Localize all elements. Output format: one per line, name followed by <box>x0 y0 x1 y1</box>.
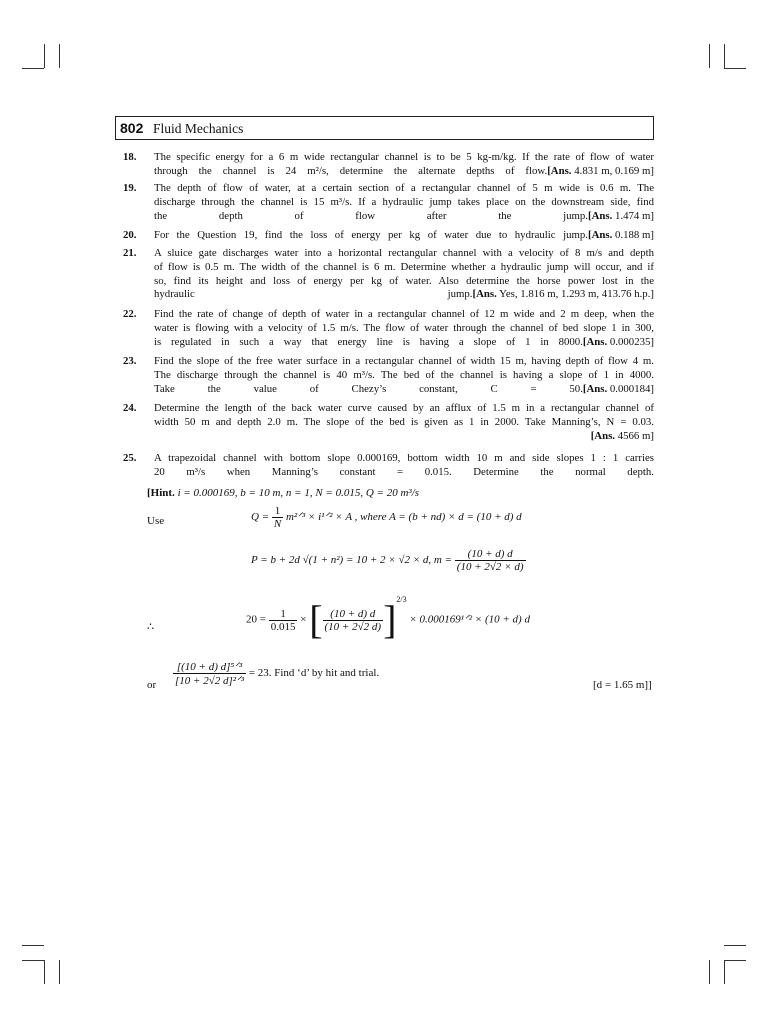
eq-rest: m²ᐟ³ × i¹ᐟ² × A , where A = (b + nd) × d = (10 + d) d <box>285 511 522 524</box>
answer-value: 0.000184] <box>609 382 654 395</box>
crop-mark-tr-v2 <box>724 44 725 68</box>
crop-mark-br-v1 <box>709 960 710 984</box>
therefore-symbol: ∴ <box>147 621 154 633</box>
question-line: The depth of flow of water, at a certain section of a rectangular channel of 5 m wide is 0.6 m. The <box>154 182 654 194</box>
answer-value: 4566 m] <box>617 429 654 442</box>
crop-mark-tr-h <box>724 68 746 69</box>
answer-value: 1.474 m] <box>615 209 654 222</box>
result-value: [d = 1.65 m]] <box>593 679 652 691</box>
or-label: or <box>147 679 157 691</box>
eq-num: [(10 + d) d]⁵ᐟ³ <box>173 660 246 674</box>
question-line: A sluice gate discharges water into a horizontal rectangular channel with a velocity of 8 m/s and depth <box>154 247 654 259</box>
eq-den: 0.015 <box>270 620 296 633</box>
equation-solve: 20 = $\frac{1}{0.015}$ × [ $\frac{(10 + d) d}{(10 + 2√2 d)}$ ]$^{2/3}$ × 0.000169¹ᐟ² × (10 + d) d <box>246 595 530 642</box>
crop-mark-tl-v2 <box>59 44 60 68</box>
equation-trial <box>173 660 379 687</box>
question-line: width 50 m and depth 2.0 m. The slope of the bed is given as 1 in 2000. Take Manning’s, N = 0.03. <box>154 415 654 428</box>
question-line: discharge through the channel is 15 m³/s. If a hydraulic jump takes place on the downstream side, find <box>154 195 654 208</box>
equation-discharge <box>251 505 522 530</box>
crop-mark-br-h1 <box>724 945 746 946</box>
question-line: hydraulic jump. <box>154 288 473 301</box>
question-line: The discharge through the channel is 40 m³/s. The bed of the channel is having a slope of 1 in 4000. <box>154 368 654 381</box>
answer-label: [Ans. <box>582 382 608 395</box>
answer-value: Yes, 1.816 m, 1.293 m, 413.76 h.p.] <box>499 288 654 301</box>
answer <box>588 229 654 243</box>
answer <box>583 336 654 350</box>
answer <box>588 210 654 224</box>
question-line: Find the rate of change of depth of water in a rectangular channel of 12 m wide and 2 m deep, when the <box>154 308 654 320</box>
question-number: 19. <box>123 182 137 194</box>
crop-mark-tl-v1 <box>44 44 45 68</box>
question-18 <box>123 151 654 179</box>
eq-den: (10 + 2√2 × d) <box>456 561 524 573</box>
question-22 <box>123 308 654 349</box>
crop-mark-tl-h <box>22 68 44 69</box>
crop-mark-bl-h1 <box>22 945 44 946</box>
eq-num: 1 <box>269 608 298 621</box>
answer-label: [Ans. <box>587 229 613 241</box>
question-line: the depth of flow after the jump. <box>154 209 588 222</box>
eq-num: 1 <box>272 505 283 518</box>
eq-rest: = 23. Find ‘d’ by hit and trial. <box>248 667 380 680</box>
page-number: 802 <box>120 120 144 136</box>
crop-mark-bl-v1 <box>44 960 45 984</box>
use-label: Use <box>147 515 165 527</box>
answer <box>547 165 654 179</box>
question-number: 20. <box>123 229 137 241</box>
question-24 <box>123 402 654 443</box>
question-19 <box>123 182 654 223</box>
eq-den: N <box>273 518 282 530</box>
question-line: is regulated in such a way that energy line is having a slope of 1 in 8000. <box>154 335 583 348</box>
question-line: 20 m³/s when Manning’s constant = 0.015. Determine the normal depth. <box>154 465 654 478</box>
eq-exponent: 2/3 <box>396 595 407 604</box>
page-header <box>115 116 654 140</box>
crop-mark-bl-h2 <box>22 960 44 961</box>
answer-label: [Ans. <box>547 164 572 177</box>
eq-rest: × 0.000169¹ᐟ² × (10 + d) d <box>409 613 530 626</box>
question-number: 24. <box>123 402 137 414</box>
question-number: 23. <box>123 355 137 367</box>
hint-label: [Hint. <box>147 487 175 499</box>
answer-label: [Ans. <box>590 429 615 442</box>
question-25 <box>123 452 654 480</box>
crop-mark-tr-v1 <box>709 44 710 68</box>
answer-label: [Ans. <box>472 288 497 301</box>
eq-left: P = b + 2d √(1 + n²) = 10 + 2 × √2 × d, m = <box>251 554 453 567</box>
crop-mark-bl-v2 <box>59 960 60 984</box>
answer-value: 0.000235] <box>609 335 654 348</box>
answer <box>583 383 654 397</box>
crop-mark-br-h2 <box>724 960 746 961</box>
question-line: Take the value of Chezy’s constant, C = 50. <box>154 382 583 395</box>
answer-value: 0.188 m] <box>615 229 654 241</box>
question-line: Determine the length of the back water curve caused by an afflux of 1.5 m in a rectangular channel of <box>154 402 654 414</box>
question-line: through the channel is 24 m²/s, determine the alternate depths of flow. <box>154 164 548 177</box>
answer-label: [Ans. <box>582 335 608 348</box>
question-number: 21. <box>123 247 137 259</box>
book-title: Fluid Mechanics <box>153 121 244 136</box>
question-20 <box>123 229 654 243</box>
eq-num: (10 + d) d <box>455 548 526 561</box>
equation-perimeter <box>251 548 526 573</box>
question-line: Find the slope of the free water surface in a rectangular channel of width 15 m, having depth of flow 4 m. <box>154 355 654 367</box>
eq-den: [10 + 2√2 d]²ᐟ³ <box>175 675 245 687</box>
answer-value: 4.831 m, 0.169 m] <box>574 164 654 177</box>
question-line: so, find its height and loss of energy per kg of water. Also determine the horse power lost in the <box>154 274 654 287</box>
question-23 <box>123 355 654 396</box>
question-21 <box>123 247 654 302</box>
question-line: of flow is 0.5 m. The width of the channel is 6 m. Determine whether a hydraulic jump will occur, and if <box>154 260 654 273</box>
question-number: 25. <box>123 452 137 464</box>
answer <box>591 430 654 444</box>
eq-left: Q = <box>251 511 270 524</box>
question-line: The specific energy for a 6 m wide rectangular channel is to be 5 kg-m/kg. If the rate of flow of water <box>154 151 654 163</box>
eq-inner-num: (10 + d) d <box>323 608 384 621</box>
crop-mark-br-v2 <box>724 960 725 984</box>
question-number: 22. <box>123 308 137 320</box>
answer <box>473 288 655 302</box>
eq-left: 20 = <box>246 613 266 626</box>
hint-text: i = 0.000169, b = 10 m, n = 1, N = 0.015, Q = 20 m³/s <box>177 487 420 499</box>
question-line: water is flowing with a velocity of 1.5 m/s. The flow of water through the channel of bed slope 1 in 300, <box>154 321 654 334</box>
question-line: For the Question 19, find the loss of energy per kg of water due to hydraulic jump. <box>154 229 588 241</box>
question-number: 18. <box>123 151 137 163</box>
hint-line <box>147 487 419 499</box>
answer-label: [Ans. <box>587 209 613 222</box>
question-line: A trapezoidal channel with bottom slope 0.000169, bottom width 10 m and side slopes 1 : 1 carries <box>154 452 654 464</box>
eq-inner-den: (10 + 2√2 d) <box>324 620 382 633</box>
